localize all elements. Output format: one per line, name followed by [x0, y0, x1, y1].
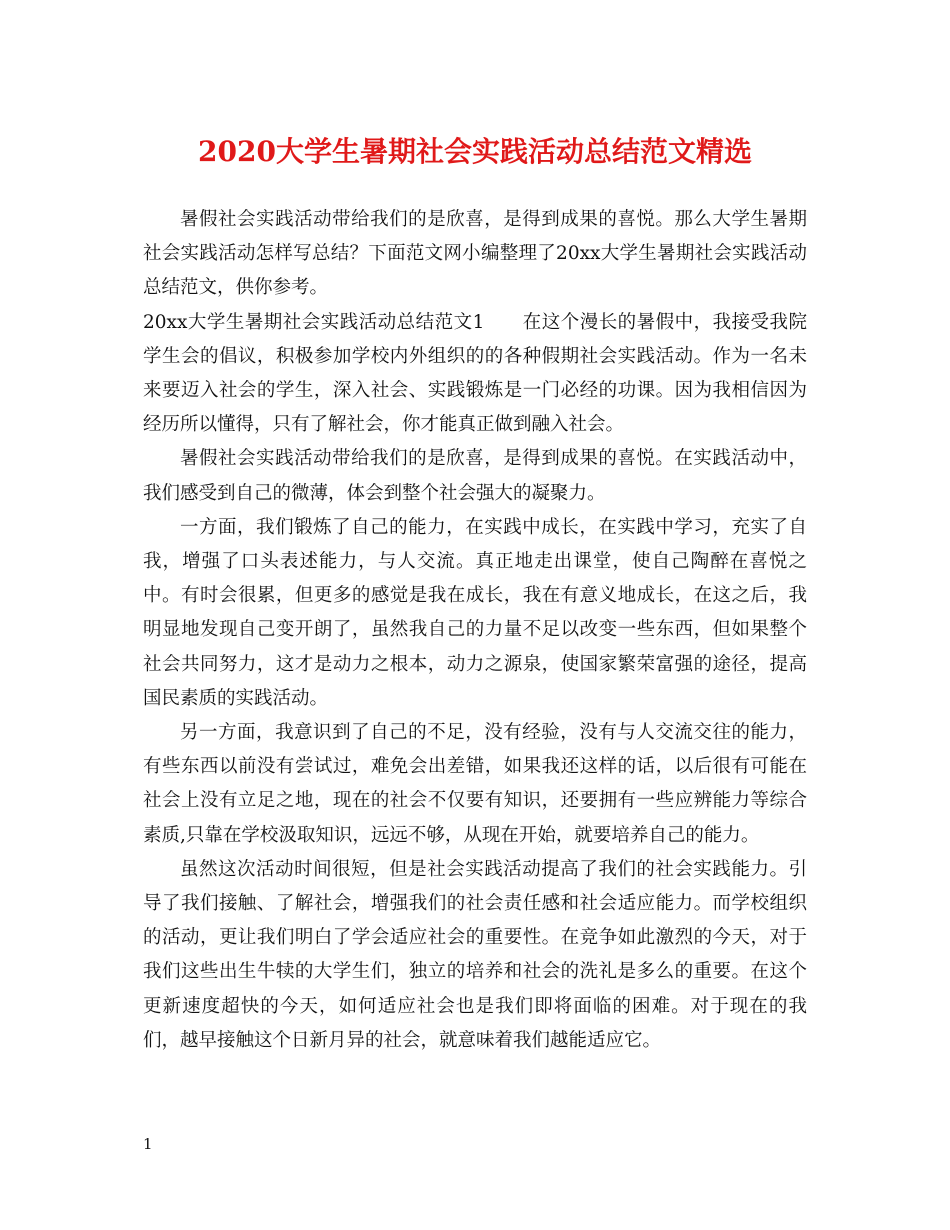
paragraph-feeling: 暑假社会实践活动带给我们的是欣喜，是得到成果的喜悦。在实践活动中，我们感受到自己的微薄，体会到整个社会强大的凝聚力。	[143, 448, 807, 504]
paragraph-on-other-hand: 另一方面，我意识到了自己的不足，没有经验，没有与人交流交往的能力，有些东西以前没有尝试过，难免会出差错，如果我还这样的话，以后很有可能在社会上没有立足之地，现在的社会不仅要有知识，还要拥有一些应辨能力等综合素质,只靠在学校汲取知识，远远不够，从现在开始，就要培养自己的能力。	[143, 722, 807, 846]
paragraph-conclusion: 虽然这次活动时间很短，但是社会实践活动提高了我们的社会实践能力。引导了我们接触、了解社会，增强我们的社会责任感和社会适应能力。而学校组织的活动，更让我们明白了学会适应社会的重要性。在竞争如此激烈的今天，对于我们这些出生牛犊的大学生们，独立的培养和社会的洗礼是多么的重要。在这个更新速度超快的今天，如何适应社会也是我们即将面临的困难。对于现在的我们，越早接触这个日新月异的社会，就意味着我们越能适应它。	[143, 858, 807, 1051]
paragraph-on-one-hand: 一方面，我们锻炼了自己的能力，在实践中成长，在实践中学习，充实了自我，增强了口头表述能力，与人交流。真正地走出课堂，使自己陶醉在喜悦之中。有时会很累，但更多的感觉是我在成长，我在有意义地成长，在这之后，我明显地发现自己变开朗了，虽然我自己的力量不足以改变一些东西，但如果整个社会共同努力，这才是动力之根本，动力之源泉，使国家繁荣富强的途径，提高国民素质的实践活动。	[143, 516, 807, 709]
page-number: 1	[143, 1135, 153, 1153]
document-body	[143, 203, 807, 1058]
paragraph-intro: 暑假社会实践活动带给我们的是欣喜，是得到成果的喜悦。那么大学生暑期社会实践活动怎样写总结？下面范文网小编整理了20xx大学生暑期社会实践活动总结范文，供你参考。	[143, 209, 807, 299]
document-title: 2020大学生暑期社会实践活动总结范文精选	[198, 135, 752, 168]
paragraph-sample-1: 20xx大学生暑期社会实践活动总结范文1 在这个漫长的暑假中，我接受我院学生会的倡议，积极参加学校内外组织的的各种假期社会实践活动。作为一名未来要迈入社会的学生，深入社会、实践锻炼是一门必经的功课。因为我相信因为经历所以懂得，只有了解社会，你才能真正做到融入社会。	[143, 311, 807, 436]
